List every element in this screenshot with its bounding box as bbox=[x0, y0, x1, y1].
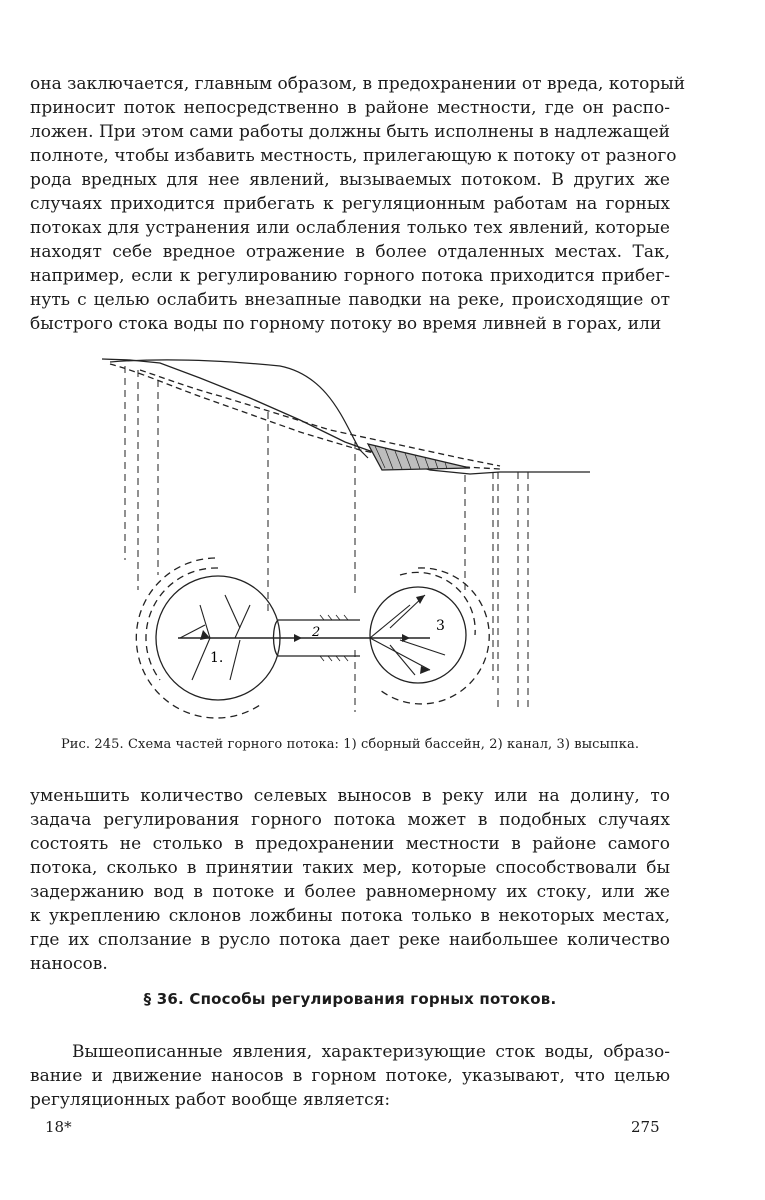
paragraph-bottom bbox=[30, 1040, 670, 1112]
text-line: быстрого стока воды по горному потоку во время ливней в горах, или bbox=[30, 314, 662, 334]
dashed-profile-line bbox=[110, 364, 500, 469]
text-line: состоять не столько в предохранении местности в районе самого bbox=[30, 834, 670, 854]
text-line: нуть с целью ослабить внезапные паводки на реке, происходящие от bbox=[30, 290, 670, 310]
figure-mountain-stream-scheme bbox=[100, 350, 600, 730]
cone-label: 3 bbox=[436, 618, 445, 634]
text-line: полноте, чтобы избавить местность, прилегающую к потоку от разного bbox=[30, 146, 677, 166]
channel-label: 2 bbox=[312, 625, 321, 640]
basin-label: 1. bbox=[210, 650, 224, 666]
figure-caption: Рис. 245. Схема частей горного потока: 1) сборный бассейн, 2) канал, 3) высыпка. bbox=[60, 737, 640, 752]
text-line: например, если к регулированию горного потока приходится прибег- bbox=[30, 266, 670, 286]
text-line: потоках для устранения или ослабления только тех явлений, которые bbox=[30, 218, 670, 238]
text-line: уменьшить количество селевых выносов в реку или на долину, то bbox=[30, 786, 670, 806]
stream-diagram bbox=[100, 350, 600, 730]
text-line: вание и движение наносов в горном потоке, указывают, что целью bbox=[30, 1066, 670, 1086]
text-line: рода вредных для нее явлений, вызываемых потоком. В других же bbox=[30, 170, 670, 190]
cone-distributaries bbox=[370, 595, 445, 675]
section-heading: § 36. Способы регулирования горных потоков. bbox=[143, 990, 557, 1008]
text-line: регуляционных работ вообще является: bbox=[30, 1090, 391, 1110]
text-line: Вышеописанные явления, характеризующие сток воды, образо- bbox=[72, 1042, 670, 1062]
text-line: потока, сколько в принятии таких мер, которые способствовали бы bbox=[30, 858, 670, 878]
terrain-profile-line bbox=[102, 359, 590, 474]
text-line: случаях приходится прибегать к регуляционным работам на горных bbox=[30, 194, 670, 214]
text-line: задержанию вод в потоке и более равномерному их стоку, или же bbox=[30, 882, 670, 902]
text-line: где их сползание в русло потока дает реке наибольшее количество bbox=[30, 930, 670, 950]
text-line: находят себе вредное отражение в более отдаленных местах. Так, bbox=[30, 242, 670, 262]
text-line: к укреплению склонов ложбины потока только в некоторых местах, bbox=[30, 906, 670, 926]
dashed-profile-line-2 bbox=[140, 370, 500, 466]
text-line: приносит поток непосредственно в районе местности, где он распо- bbox=[30, 98, 670, 118]
text-line: задача регулирования горного потока может в подобных случаях bbox=[30, 810, 670, 830]
text-line: она заключается, главным образом, в предохранении от вреда, который bbox=[30, 74, 686, 94]
text-line: наносов. bbox=[30, 954, 108, 974]
debris-cone-dashed-outer bbox=[380, 568, 489, 704]
paragraph-top bbox=[30, 72, 686, 336]
page-number: 275 bbox=[631, 1118, 660, 1136]
paragraph-middle bbox=[30, 784, 670, 976]
stream-profile-curve bbox=[110, 360, 368, 458]
projection-lines bbox=[125, 366, 528, 712]
signature-mark: 18* bbox=[45, 1118, 72, 1136]
text-line: ложен. При этом сами работы должны быть исполнены в надлежащей bbox=[30, 122, 670, 142]
